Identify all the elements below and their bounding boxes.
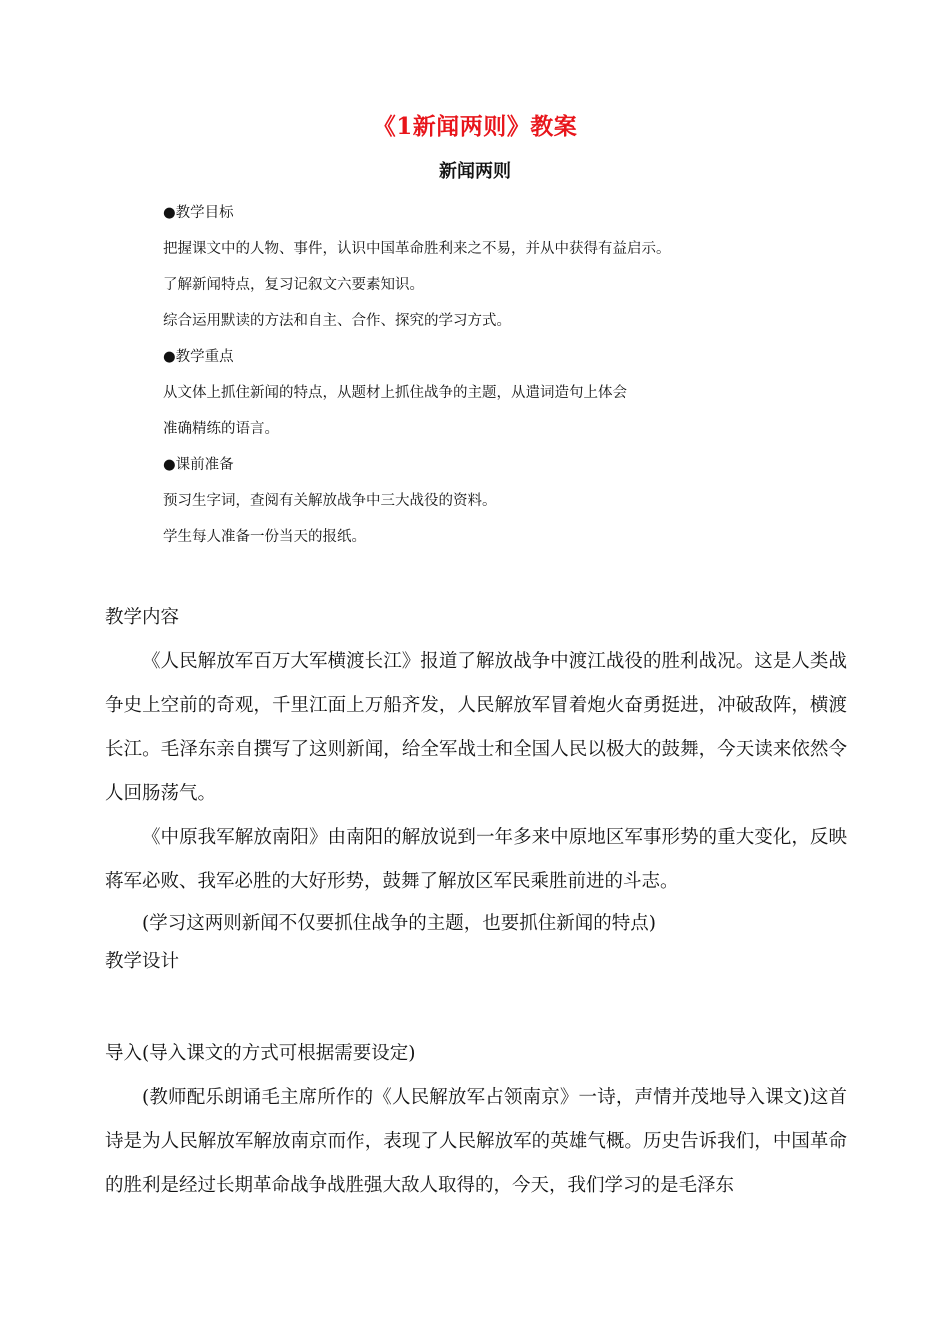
goal-line: 把握课文中的人物、事件，认识中国革命胜利来之不易，并从中获得有益启示。 [163, 241, 671, 257]
preparation-line: 预习生字词，查阅有关解放战争中三大战役的资料。 [163, 493, 497, 509]
main-body [105, 596, 847, 980]
key-point-line: 从文体上抓住新闻的特点，从题材上抓住战争的主题，从遣词造句上体会 [163, 385, 627, 401]
section-heading-content: 教学内容 [105, 607, 180, 628]
key-point-line: 准确精练的语言。 [163, 421, 279, 437]
intro-heading: 导入(导入课文的方式可根据需要设定) [105, 1043, 416, 1064]
key-points-heading: ●教学重点 [163, 349, 234, 365]
goal-line: 了解新闻特点，复习记叙文六要素知识。 [163, 277, 424, 293]
preparation-line: 学生每人准备一份当天的报纸。 [163, 529, 366, 545]
document-subtitle: 新闻两则 [439, 161, 511, 182]
goal-line: 综合运用默读的方法和自主、合作、探究的学习方式。 [163, 313, 511, 329]
content-note: (学习这两则新闻不仅要抓住战争的主题，也要抓住新闻的特点) [142, 913, 656, 934]
goal-heading: ●教学目标 [163, 205, 234, 221]
intro-section [105, 1032, 847, 1208]
content-paragraph: 《人民解放军百万大军横渡长江》报道了解放战争中渡江战役的胜利战况。这是人类战争史上空前的奇观，千里江面上万船齐发，人民解放军冒着炮火奋勇挺进，冲破敌阵，横渡长江。毛泽东亲自撰写了这则新闻，给全军战士和全国人民以极大的鼓舞，今天读来依然令人回肠荡气。 [105, 651, 847, 804]
document-title: 《1新闻两则》教案 [372, 113, 578, 140]
preparation-heading: ●课前准备 [163, 457, 234, 473]
intro-paragraph: (教师配乐朗诵毛主席所作的《人民解放军占领南京》一诗，声情并茂地导入课文)这首诗是为人民解放军解放南京而作，表现了人民解放军的英雄气概。历史告诉我们，中国革命的胜利是经过长期革命战争战胜强大敌人取得的，今天，我们学习的是毛泽东 [105, 1087, 847, 1196]
teaching-goals-block [163, 202, 803, 562]
content-paragraph: 《中原我军解放南阳》由南阳的解放说到一年多来中原地区军事形势的重大变化，反映蒋军必败、我军必胜的大好形势，鼓舞了解放区军民乘胜前进的斗志。 [105, 827, 847, 892]
section-heading-design: 教学设计 [105, 951, 180, 972]
